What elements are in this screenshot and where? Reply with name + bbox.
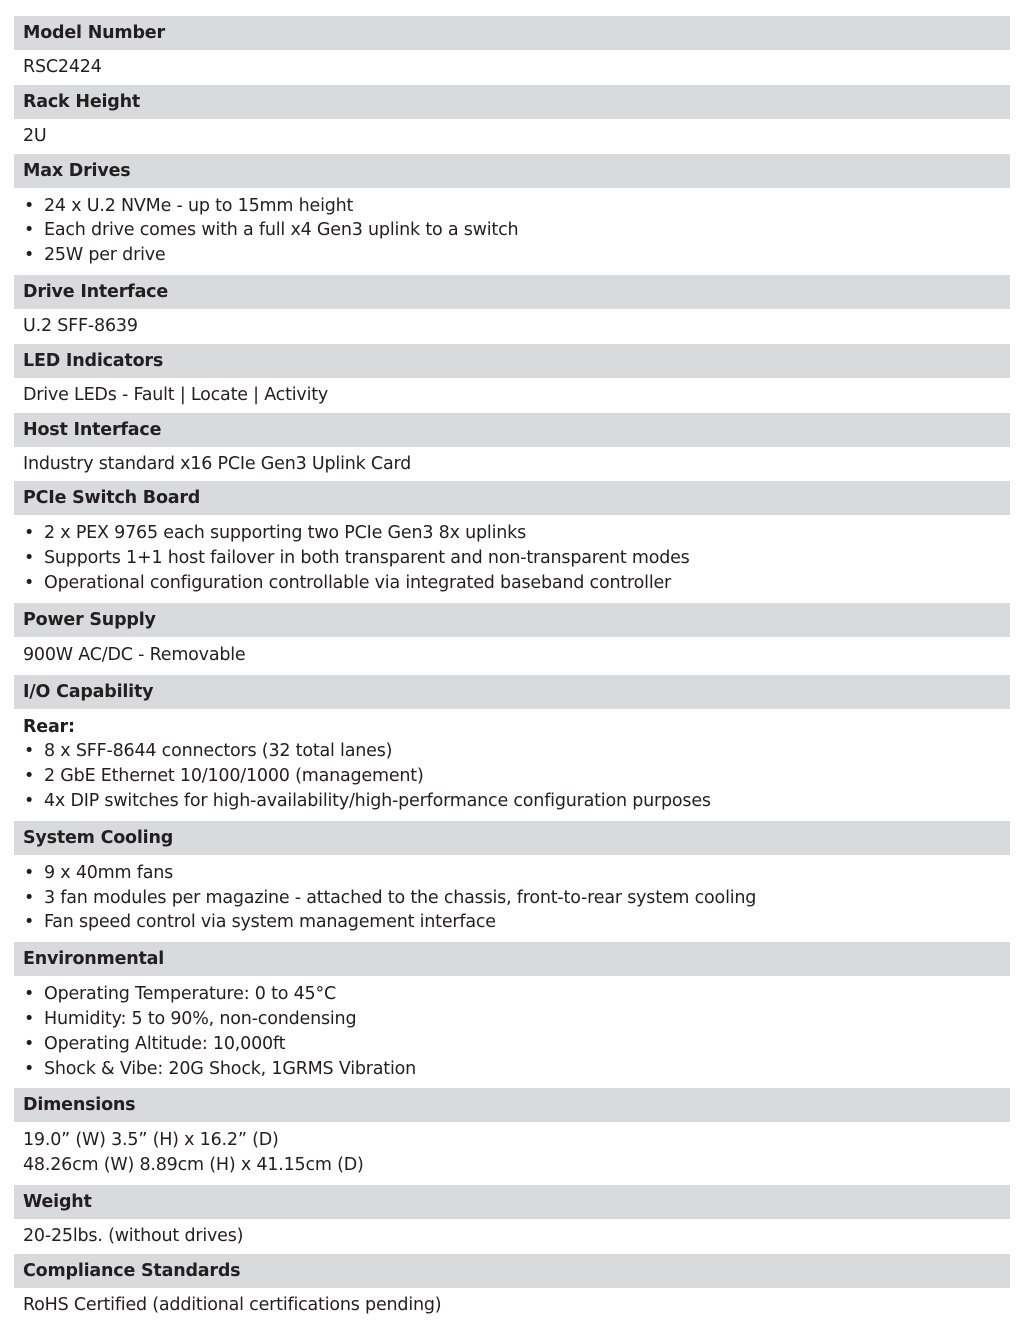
spec-section-pcie-switch-board [14, 481, 1010, 602]
spec-value: RSC2424 [23, 57, 102, 77]
bullet-item: • Operating Altitude: 10,000ft [23, 1032, 1010, 1057]
bullet-item: • Operating Temperature: 0 to 45°C [23, 982, 1010, 1007]
bullet-item: • Shock & Vibe: 20G Shock, 1GRMS Vibration [23, 1057, 1010, 1082]
section-heading: Drive Interface [14, 275, 1010, 309]
bullet-item: • 4x DIP switches for high-availability/high-performance configuration purposes [23, 789, 1010, 814]
section-body [14, 1219, 1010, 1254]
spec-value: 19.0” (W) 3.5” (H) x 16.2” (D) [23, 1130, 279, 1151]
bullet-item: • 25W per drive [23, 243, 1010, 268]
bullet-item: • Humidity: 5 to 90%, non-condensing [23, 1007, 1010, 1032]
sub-heading-rear: Rear: [23, 716, 75, 737]
section-heading: Rack Height [14, 85, 1010, 119]
section-body [14, 378, 1010, 413]
spec-value: Industry standard x16 PCIe Gen3 Uplink Card [23, 453, 412, 474]
section-body [14, 709, 1010, 821]
bullet-item: • 3 fan modules per magazine - attached to the chassis, front-to-rear system cooling [23, 886, 1010, 911]
bullet-item: • 9 x 40mm fans [23, 861, 1010, 886]
section-body [14, 188, 1010, 275]
section-heading: Dimensions [14, 1088, 1010, 1122]
spec-value: RoHS Certified (additional certifications pending) [23, 1294, 442, 1315]
section-body [14, 309, 1010, 344]
spec-section-model-number [14, 16, 1010, 85]
section-heading: I/O Capability [14, 675, 1010, 709]
spec-value: 20-25lbs. (without drives) [23, 1225, 244, 1246]
section-heading: Power Supply [14, 603, 1010, 637]
section-heading: Model Number [14, 16, 1010, 50]
spec-value: 48.26cm (W) 8.89cm (H) x 41.15cm (D) [23, 1155, 364, 1176]
spec-section-dimensions [14, 1088, 1010, 1185]
bullet-item: • Fan speed control via system management interface [23, 910, 1010, 935]
spec-sheet [14, 16, 1010, 1323]
spec-value: 900W AC/DC - Removable [23, 644, 246, 665]
section-body [14, 515, 1010, 602]
section-heading: Environmental [14, 942, 1010, 976]
spec-section-compliance-standards [14, 1254, 1010, 1323]
spec-section-system-cooling [14, 821, 1010, 942]
spec-section-weight [14, 1185, 1010, 1254]
section-heading: Compliance Standards [14, 1254, 1010, 1288]
spec-section-power-supply [14, 603, 1010, 675]
bullet-item: • Each drive comes with a full x4 Gen3 uplink to a switch [23, 218, 1010, 243]
section-heading: System Cooling [14, 821, 1010, 855]
spec-section-environmental [14, 942, 1010, 1088]
bullet-item: • 2 x PEX 9765 each supporting two PCIe Gen3 8x uplinks [23, 521, 1010, 546]
section-heading: Weight [14, 1185, 1010, 1219]
section-body [14, 1288, 1010, 1323]
section-body [14, 976, 1010, 1088]
section-body [14, 637, 1010, 675]
section-body [14, 50, 1010, 85]
section-heading: PCIe Switch Board [14, 481, 1010, 515]
spec-value: 2U [23, 125, 47, 146]
bullet-item: • 24 x U.2 NVMe - up to 15mm height [23, 194, 1010, 219]
spec-section-max-drives [14, 154, 1010, 275]
section-body [14, 447, 1010, 482]
bullet-item: • Operational configuration controllable via integrated baseband controller [23, 571, 1010, 596]
bullet-item: • 2 GbE Ethernet 10/100/1000 (management) [23, 764, 1010, 789]
section-body [14, 1122, 1010, 1185]
spec-value: Drive LEDs - Fault | Locate | Activity [23, 384, 329, 405]
spec-value: U.2 SFF-8639 [23, 315, 138, 336]
bullet-item: • 8 x SFF-8644 connectors (32 total lanes) [23, 739, 1010, 764]
spec-section-drive-interface [14, 275, 1010, 344]
spec-section-io-capability [14, 675, 1010, 821]
section-heading: Host Interface [14, 413, 1010, 447]
section-heading: Max Drives [14, 154, 1010, 188]
spec-section-rack-height [14, 85, 1010, 154]
bullet-item: • Supports 1+1 host failover in both transparent and non-transparent modes [23, 546, 1010, 571]
section-body [14, 855, 1010, 942]
spec-section-led-indicators [14, 344, 1010, 413]
spec-section-host-interface [14, 413, 1010, 482]
section-body [14, 119, 1010, 154]
section-heading: LED Indicators [14, 344, 1010, 378]
